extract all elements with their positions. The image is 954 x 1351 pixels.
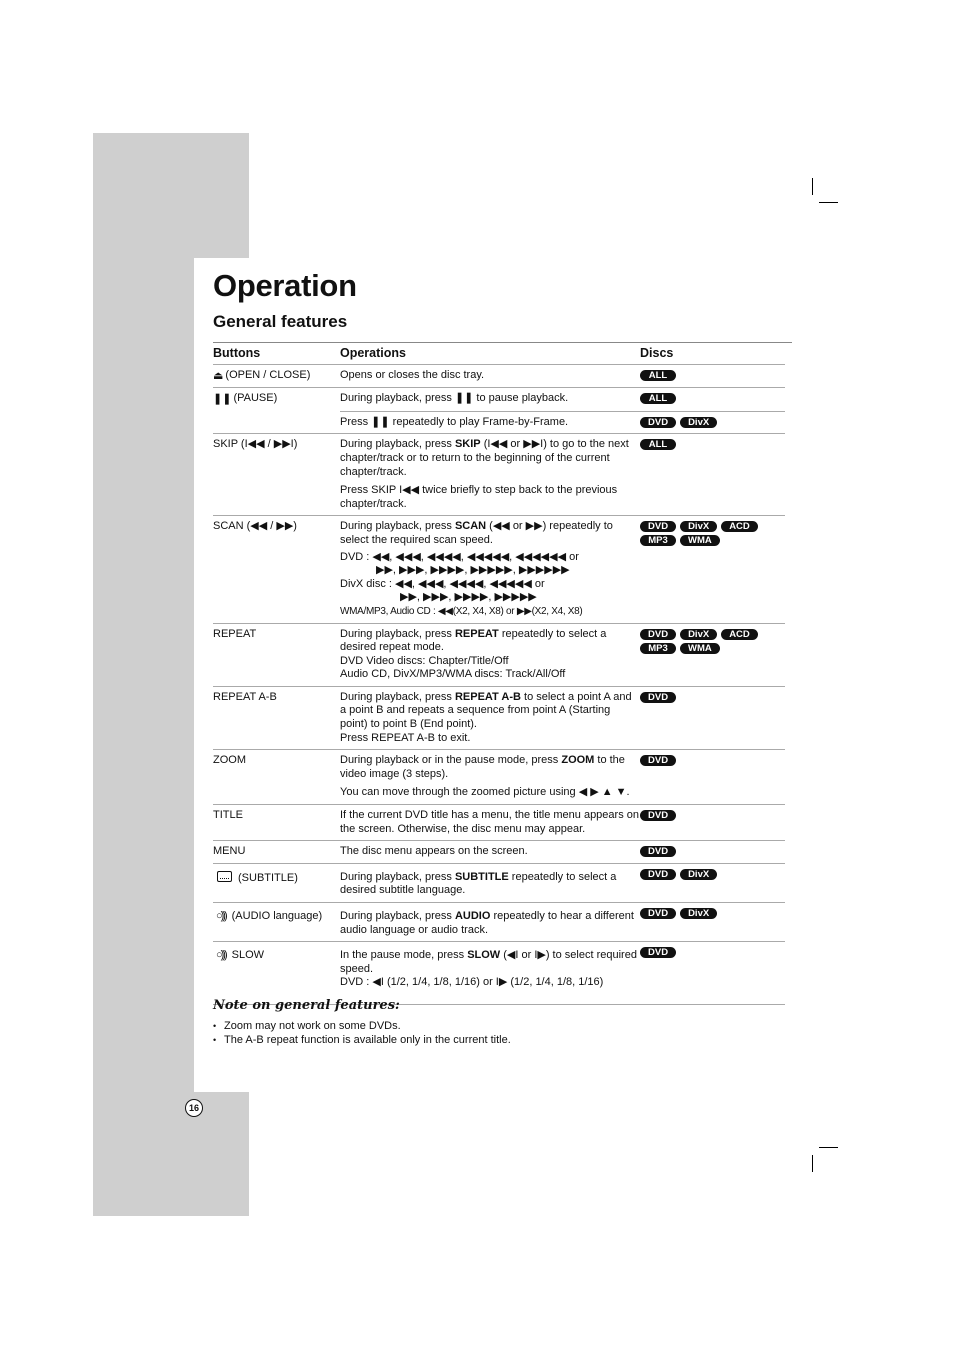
- operation-text: In the pause mode, press SLOW (◀I or I▶) to select required speed.: [340, 949, 637, 975]
- disc-badge: DivX: [680, 908, 717, 919]
- button-label: (SUBTITLE): [238, 871, 298, 884]
- pause-icon: ❚❚: [213, 393, 232, 406]
- operation-text: DVD Video discs: Chapter/Title/Off: [340, 654, 509, 667]
- disc-badge: DivX: [680, 629, 717, 640]
- disc-badge: ALL: [640, 439, 676, 450]
- disc-badge: DVD: [640, 417, 676, 428]
- operation-text: During playback, press REPEAT A-B to select a point A and a point B and repeats a sequence from point A (Starting point) to point B (End point).: [340, 690, 632, 731]
- operation-text: During playback, press SUBTITLE repeatedly to select a desired subtitle language.: [340, 870, 617, 897]
- table-row: [213, 841, 785, 864]
- disc-badge: MP3: [640, 535, 676, 546]
- table-header: [213, 346, 785, 365]
- table-row: [213, 516, 785, 623]
- features-table: [213, 346, 785, 1005]
- header-buttons: Buttons: [213, 346, 261, 360]
- sidebar-gray-left: [93, 133, 194, 1216]
- disc-badge: DVD: [640, 947, 676, 958]
- disc-badge: DVD: [640, 869, 676, 880]
- operation-text: During playback, press SCAN (◀◀ or ▶▶) repeatedly to select the required scan speed.: [340, 520, 613, 546]
- note-list: [213, 1019, 511, 1047]
- button-label: SCAN (◀◀ / ▶▶): [213, 520, 297, 533]
- note-title: Note on general features:: [213, 998, 400, 1013]
- operation-text: DVD : ◀I (1/2, 1/4, 1/8, 1/16) or I▶ (1/2, 1/4, 1/8, 1/16): [340, 976, 604, 989]
- disc-badge: DivX: [680, 521, 717, 532]
- divider: [213, 342, 792, 343]
- operation-text: ▶▶, ▶▶▶, ▶▶▶▶, ▶▶▶▶▶: [400, 591, 537, 604]
- operation-text: ▶▶, ▶▶▶, ▶▶▶▶, ▶▶▶▶▶, ▶▶▶▶▶▶: [376, 564, 570, 577]
- table-row: [213, 365, 785, 389]
- operation-text: The disc menu appears on the screen.: [340, 845, 528, 858]
- button-label: REPEAT A-B: [213, 690, 277, 703]
- crop-mark-top-horizontal: [819, 202, 838, 203]
- table-row: [213, 750, 785, 805]
- eject-icon: ⏏: [213, 369, 224, 382]
- button-label: (PAUSE): [233, 392, 278, 405]
- table-row: [213, 903, 785, 942]
- operation-text: During playback, press ❚❚ to pause playback.: [340, 392, 569, 405]
- page-number: 16: [185, 1099, 203, 1117]
- disc-badge: DivX: [680, 869, 717, 880]
- table-row: [213, 434, 785, 516]
- operation-text: During playback, press SKIP (I◀◀ or ▶▶I) to go to the next chapter/track or to return to the beginning of the current chapter/track.: [340, 438, 629, 478]
- disc-badge: ALL: [640, 393, 676, 404]
- table-row: [213, 864, 785, 903]
- table-row: [213, 624, 785, 687]
- operation-text: Press SKIP I◀◀ twice briefly to step back to the previous chapter/track.: [340, 484, 618, 510]
- disc-badge: DivX: [680, 417, 717, 428]
- operation-text: Audio CD, DivX/MP3/WMA discs: Track/All/Off: [340, 668, 566, 681]
- operation-text: Press REPEAT A-B to exit.: [340, 731, 471, 744]
- page-title: Operation: [213, 268, 357, 303]
- audio-icon: ○))): [216, 949, 226, 962]
- operation-text: DivX disc : ◀◀, ◀◀◀, ◀◀◀◀, ◀◀◀◀◀ or: [340, 577, 545, 590]
- crop-mark-bottom-horizontal: [819, 1147, 838, 1148]
- list-item: • The A-B repeat function is available only in the current title.: [213, 1033, 511, 1047]
- table-row: [213, 805, 785, 841]
- header-operations: Operations: [340, 346, 406, 360]
- table-row: [213, 942, 785, 1005]
- operation-text: You can move through the zoomed picture using ◀ ▶ ▲ ▼.: [340, 786, 630, 799]
- disc-badge: DVD: [640, 908, 676, 919]
- button-label: SLOW: [231, 949, 265, 962]
- operation-text: If the current DVD title has a menu, the title menu appears on the screen. Otherwise, the disc menu may appear.: [340, 809, 639, 835]
- disc-badge: WMA: [680, 535, 720, 546]
- crop-mark-bottom-vertical: [812, 1155, 813, 1172]
- disc-badge: DVD: [640, 629, 676, 640]
- disc-badge: DVD: [640, 810, 676, 821]
- disc-badge: ACD: [721, 521, 758, 532]
- disc-badge: DVD: [640, 692, 676, 703]
- table-row: [213, 687, 785, 750]
- operation-text: During playback, press REPEAT repeatedly to select a desired repeat mode.: [340, 627, 607, 654]
- disc-badge: DVD: [640, 521, 676, 532]
- list-item: • Zoom may not work on some DVDs.: [213, 1019, 511, 1033]
- audio-icon: ○))): [216, 910, 226, 922]
- subtitle-icon: [217, 871, 232, 882]
- disc-badge: MP3: [640, 643, 676, 654]
- crop-mark-top-vertical: [812, 178, 813, 195]
- button-label: MENU: [213, 845, 246, 858]
- section-title: General features: [213, 312, 348, 331]
- operation-text: During playback, press AUDIO repeatedly to hear a different audio language or audio track.: [340, 910, 634, 936]
- sidebar-gray-bottom: [93, 1092, 249, 1216]
- button-label: SKIP (I◀◀ / ▶▶I): [213, 438, 298, 451]
- disc-badge: DVD: [640, 846, 676, 857]
- operation-text: During playback or in the pause mode, press ZOOM to the video image (3 steps).: [340, 754, 625, 780]
- operation-text: Opens or closes the disc tray.: [340, 368, 485, 381]
- disc-badge: DVD: [640, 755, 676, 766]
- table-row: [213, 388, 785, 434]
- disc-badge: ALL: [640, 370, 676, 381]
- disc-badge: ACD: [721, 629, 758, 640]
- disc-badge: WMA: [680, 643, 720, 654]
- button-label: REPEAT: [213, 627, 257, 640]
- button-label: ZOOM: [213, 754, 246, 767]
- button-label: (OPEN / CLOSE): [225, 368, 311, 381]
- header-discs: Discs: [640, 346, 674, 360]
- operation-text: DVD : ◀◀, ◀◀◀, ◀◀◀◀, ◀◀◀◀◀, ◀◀◀◀◀◀ or: [340, 550, 579, 563]
- button-label: (AUDIO language): [231, 910, 323, 922]
- operation-text: WMA/MP3, Audio CD : ◀◀(X2, X4, X8) or ▶▶(X2, X4, X8): [340, 605, 583, 617]
- operation-text: Press ❚❚ repeatedly to play Frame-by-Frame.: [340, 415, 569, 428]
- button-label: TITLE: [213, 809, 243, 822]
